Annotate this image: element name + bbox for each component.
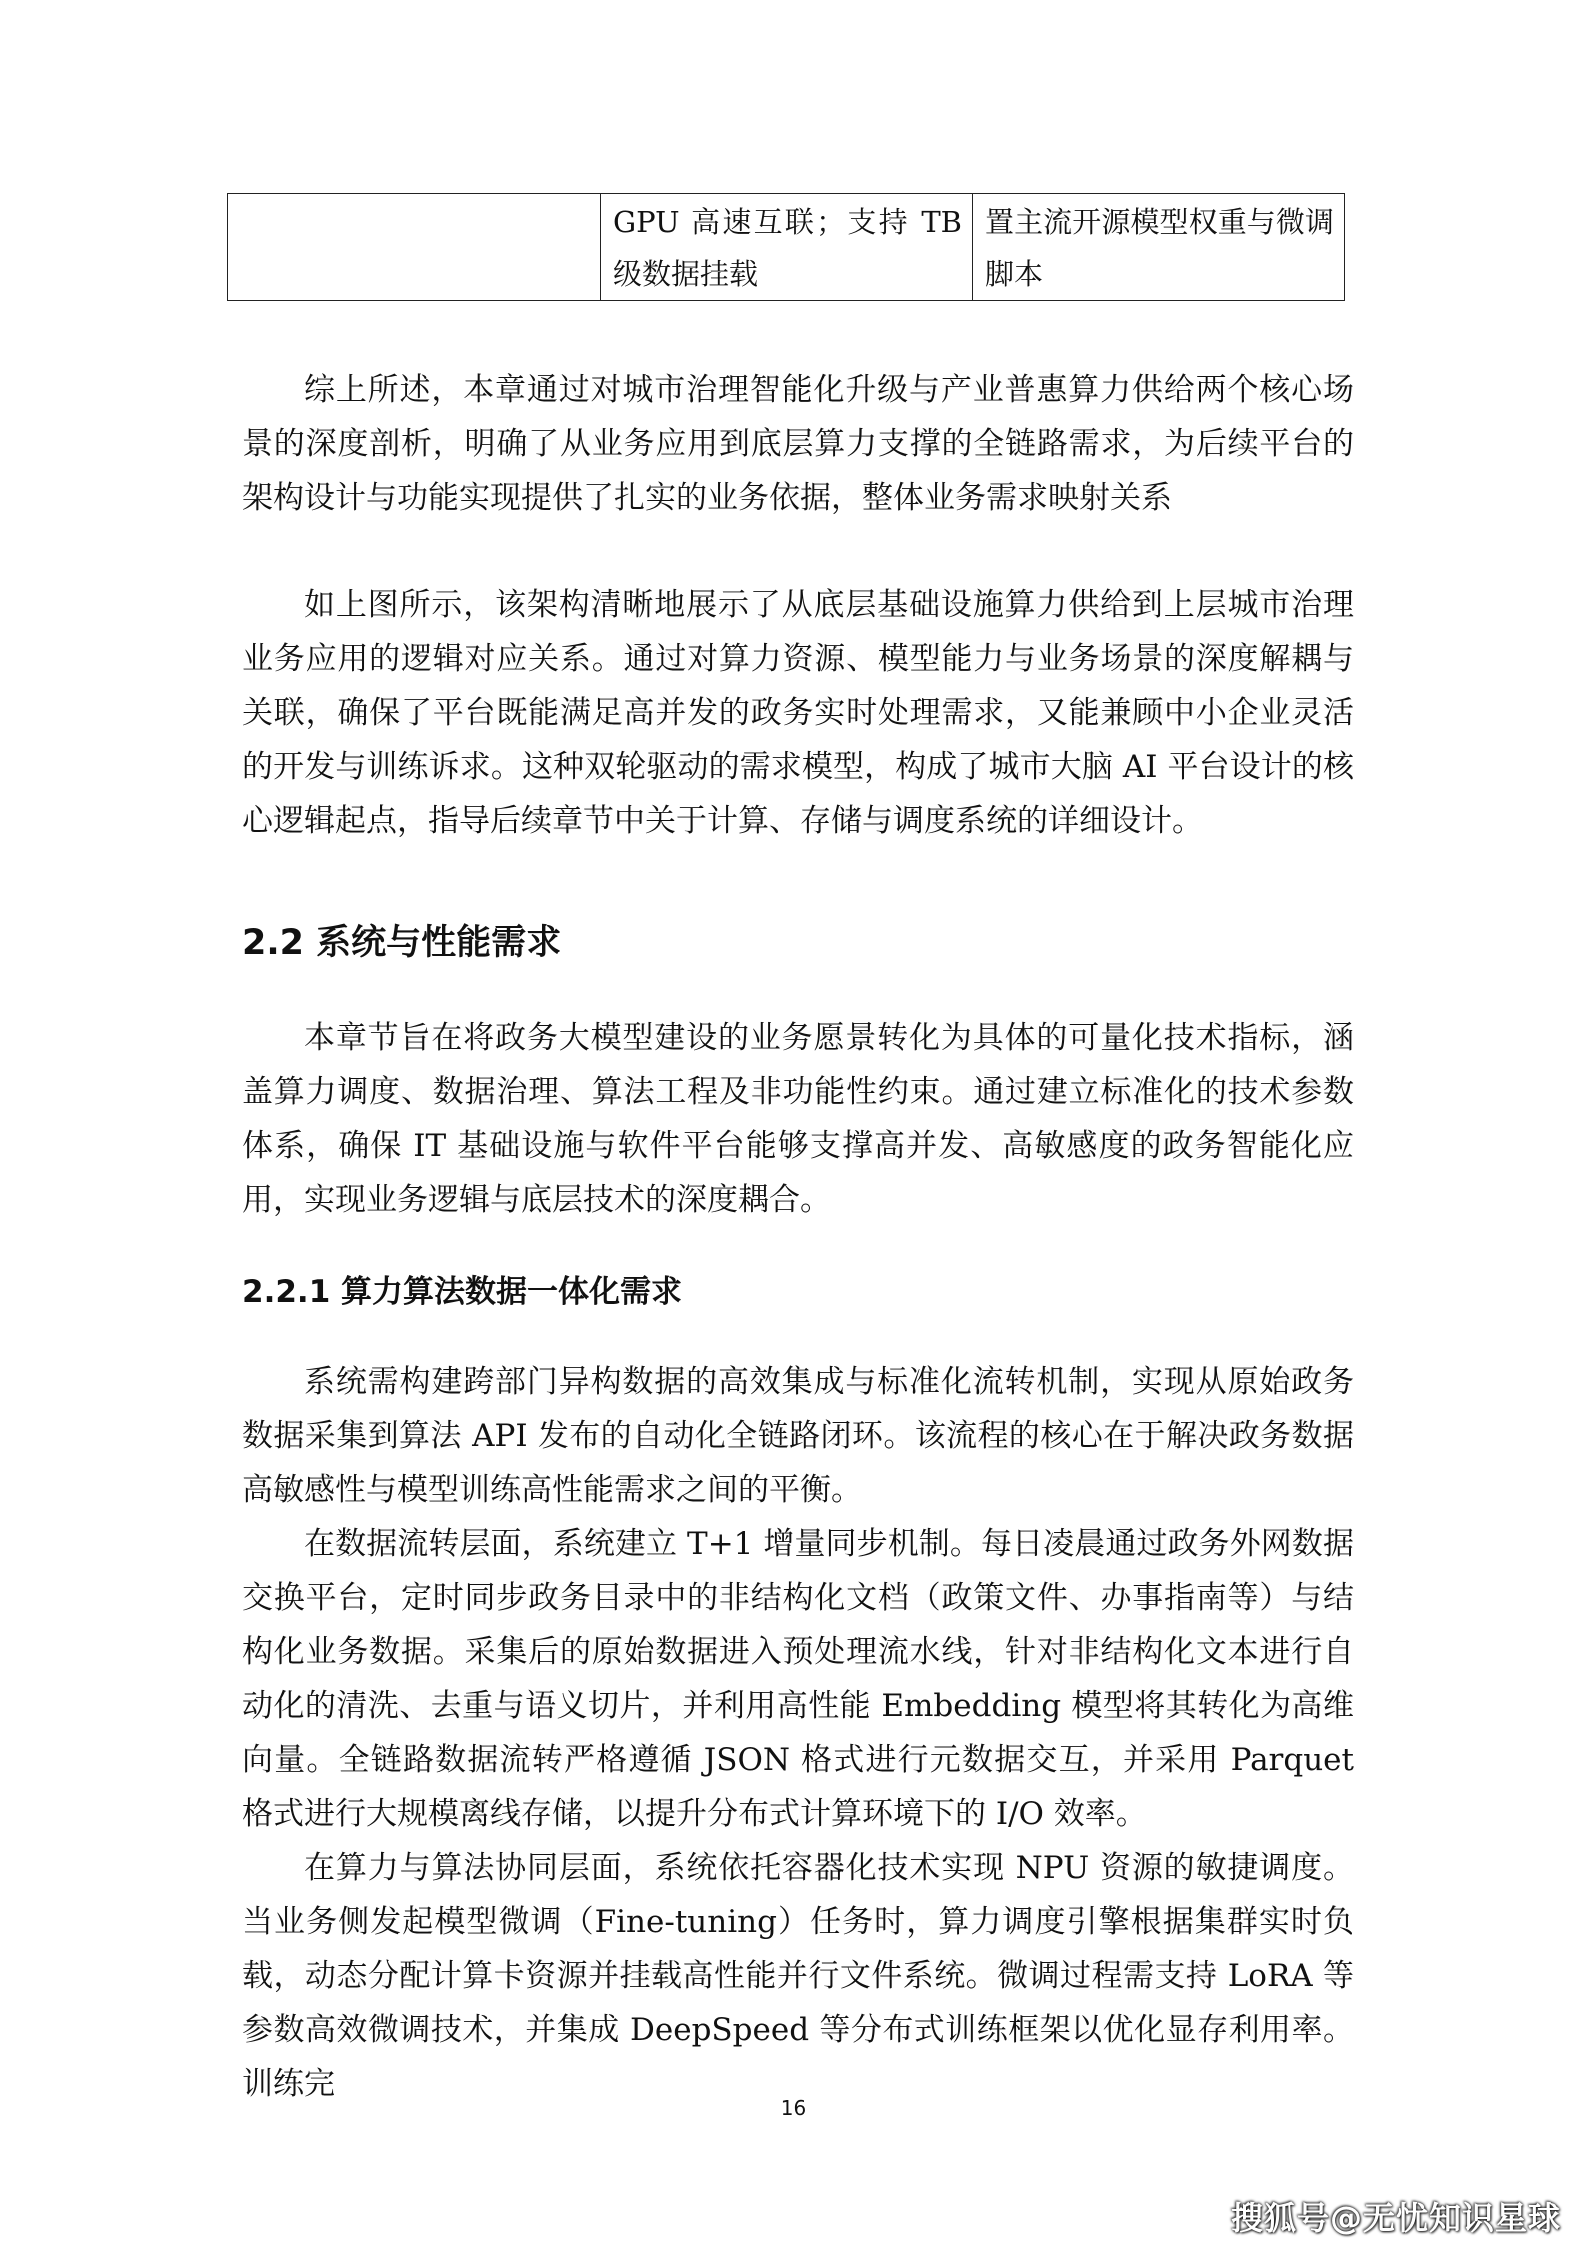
table-cell: GPU 高速互联；支持 TB 级数据挂载 xyxy=(601,194,973,301)
data-flow-paragraph: 在数据流转层面，系统建立 T+1 增量同步机制。每日凌晨通过政务外网数据交换平台，定时同步政务目录中的非结构化文档（政策文件、办事指南等）与结构化业务数据。采集后的原始数据进入预处理流水线，针对非结构化文本进行自动化的清洗、去重与语义切片，并利用高性能 Embedding 模型将其转化为高维向量。全链路数据流转严格遵循 JSON 格式进行元数据交互，并采用 Parquet 格式进行大规模离线存储，以提升分布式计算环境下的 I/O 效率。 xyxy=(242,1526,1354,1832)
summary-paragraph: 综上所述，本章通过对城市治理智能化升级与产业普惠算力供给两个核心场景的深度剖析，明确了从业务应用到底层算力支撑的全链路需求，为后续平台的架构设计与功能实现提供了扎实的业务依据，整体业务需求映射关系 xyxy=(242,372,1354,516)
table-cell: 置主流开源模型权重与微调脚本 xyxy=(973,194,1345,301)
page-number: 16 xyxy=(780,2096,807,2120)
requirements-table-fragment xyxy=(227,193,1345,301)
section-intro-paragraph: 本章节旨在将政务大模型建设的业务愿景转化为具体的可量化技术指标，涵盖算力调度、数据治理、算法工程及非功能性约束。通过建立标准化的技术参数体系，确保 IT 基础设施与软件平台能够支撑高并发、高敏感度的政务智能化应用，实现业务逻辑与底层技术的深度耦合。 xyxy=(242,1020,1354,1218)
compute-algorithm-paragraph: 在算力与算法协同层面，系统依托容器化技术实现 NPU 资源的敏捷调度。当业务侧发起模型微调（Fine-tuning）任务时，算力调度引擎根据集群实时负载，动态分配计算卡资源并挂载高性能并行文件系统。微调过程需支持 LoRA 等参数高效微调技术，并集成 DeepSpeed 等分布式训练框架以优化显存利用率。训练完 xyxy=(242,1850,1354,2102)
subsection-heading-2-2-1: 2.2.1 算力算法数据一体化需求 xyxy=(242,1274,683,1310)
watermark: 搜狐号@无忧知识星球 xyxy=(1230,2199,1561,2237)
data-integration-paragraph: 系统需构建跨部门异构数据的高效集成与标准化流转机制，实现从原始政务数据采集到算法 API 发布的自动化全链路闭环。该流程的核心在于解决政务数据高敏感性与模型训练高性能需求之间的平衡。 xyxy=(242,1364,1354,1508)
architecture-paragraph: 如上图所示，该架构清晰地展示了从底层基础设施算力供给到上层城市治理业务应用的逻辑对应关系。通过对算力资源、模型能力与业务场景的深度解耦与关联，确保了平台既能满足高并发的政务实时处理需求，又能兼顾中小企业灵活的开发与训练诉求。这种双轮驱动的需求模型，构成了城市大脑 AI 平台设计的核心逻辑起点，指导后续章节中关于计算、存储与调度系统的详细设计。 xyxy=(242,587,1354,839)
table-cell xyxy=(228,194,601,301)
table-row xyxy=(228,194,1345,301)
section-heading-2-2: 2.2 系统与性能需求 xyxy=(242,923,562,963)
